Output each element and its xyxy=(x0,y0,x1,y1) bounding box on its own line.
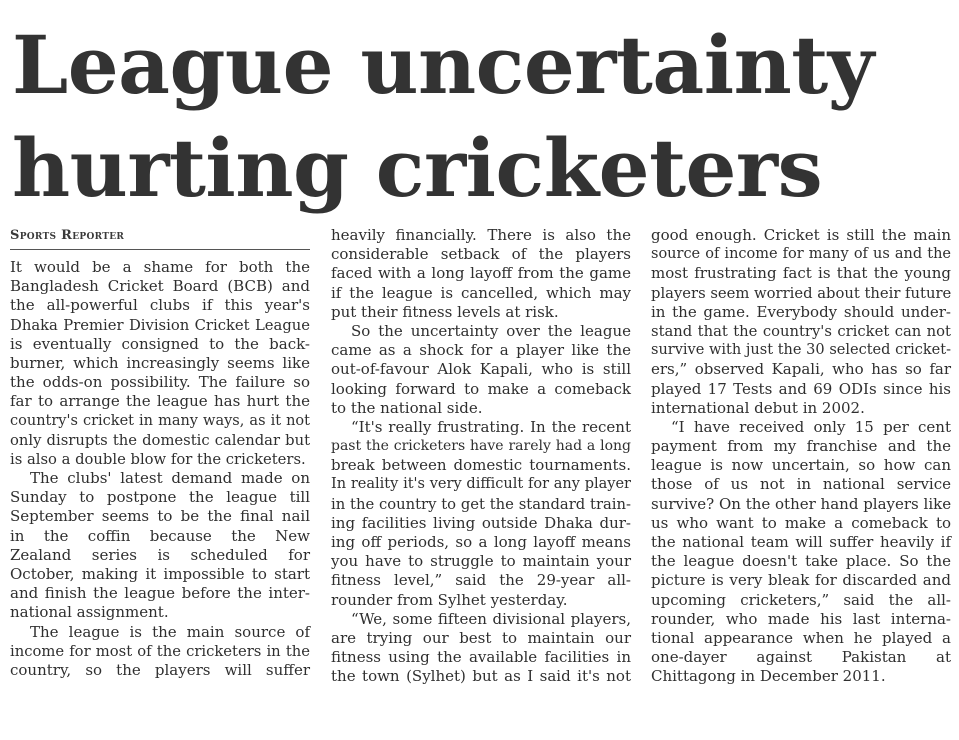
text-line: break between domestic tournaments. xyxy=(331,456,631,475)
text-line: Dhaka Premier Division Cricket League xyxy=(10,316,310,334)
text-line: you have to struggle to maintain your xyxy=(331,552,631,571)
article-column-3 xyxy=(651,226,951,687)
text-line: country's cricket in many ways, as it not xyxy=(10,412,310,429)
text-line: “We, some fifteen divisional players, xyxy=(351,609,631,628)
text-line: considerable setback of the players xyxy=(331,245,631,264)
text-line: played 17 Tests and 69 ODIs since his xyxy=(651,379,951,398)
text-line: Bangladesh Cricket Board (BCB) and xyxy=(10,277,310,296)
text-line: heavily financially. There is also the xyxy=(331,226,631,244)
text-line: “I have received only 15 per cent xyxy=(671,417,951,436)
headline-line-1: League uncertainty xyxy=(12,18,874,112)
text-line: ers,” observed Kapali, who has so far xyxy=(651,360,951,379)
text-line: September seems to be the final nail xyxy=(10,507,310,526)
text-line: far to arrange the league has hurt the xyxy=(10,392,310,411)
text-line: and finish the league before the inter- xyxy=(10,584,310,603)
text-line: picture is very bleak for discarded and xyxy=(651,571,951,590)
article-column-2 xyxy=(331,226,631,687)
text-line: Zealand series is scheduled for xyxy=(10,545,310,564)
text-line: looking forward to make a comeback xyxy=(331,379,631,398)
text-line: league is now uncertain, so how can xyxy=(651,456,951,475)
text-line: us who want to make a comeback to xyxy=(651,513,951,532)
text-line: players seem worried about their future xyxy=(651,284,952,302)
text-line: burner, which increasingly seems like xyxy=(10,353,310,372)
text-line: only disrupts the domestic calendar but xyxy=(10,431,310,449)
text-line: is eventually consigned to the back- xyxy=(10,334,310,353)
text-line: the odds-on possibility. The failure so xyxy=(10,373,310,392)
text-line: country, so the players will suffer xyxy=(10,660,310,679)
text-line: survive with just the 30 selected cricket- xyxy=(651,342,951,359)
text-line: one-dayer against Pakistan at xyxy=(651,648,951,667)
text-line: if the league is cancelled, which may xyxy=(331,283,631,302)
text-line: survive? On the other hand players like xyxy=(651,494,952,513)
text-line: ing facilities living outside Dhaka dur- xyxy=(331,513,631,532)
text-line: stand that the country's cricket can not xyxy=(651,322,951,340)
text-line: In reality it's very difficult for any player xyxy=(331,476,631,493)
headline xyxy=(12,14,947,220)
text-line: income for most of the cricketers in the xyxy=(10,642,310,660)
byline: Sports Reporter xyxy=(10,226,310,250)
text-line: tional appearance when he played a xyxy=(651,628,951,647)
text-line: faced with a long layoff from the game xyxy=(331,264,631,283)
article-column-1 xyxy=(10,226,310,680)
text-line: put their fitness levels at risk. xyxy=(331,302,559,321)
text-line: are trying our best to maintain our xyxy=(331,628,631,647)
text-line: It would be a shame for both the xyxy=(10,258,310,276)
text-line: the league doesn't take place. So the xyxy=(651,552,951,571)
text-line: rounder, who made his last interna- xyxy=(651,609,951,628)
text-line: those of us not in national service xyxy=(651,475,951,494)
text-line: So the uncertainty over the league xyxy=(351,321,631,340)
text-line: out-of-favour Alok Kapali, who is still xyxy=(331,360,631,379)
text-line: fitness using the available facilities in xyxy=(331,648,631,667)
text-line: “It's really frustrating. In the recent xyxy=(351,417,631,436)
text-line: most frustrating fact is that the young xyxy=(651,264,951,283)
text-line: in the country to get the standard train- xyxy=(331,495,631,513)
text-line: ing off periods, so a long layoff means xyxy=(331,533,631,551)
text-line: is also a double blow for the cricketers. xyxy=(10,450,306,468)
text-line: fitness level,” said the 29-year all- xyxy=(331,571,631,590)
text-line: October, making it impossible to start xyxy=(10,565,310,583)
text-line: rounder from Sylhet yesterday. xyxy=(331,590,568,609)
text-line: The clubs' latest demand made on xyxy=(30,469,310,488)
headline-line-2: hurting cricketers xyxy=(12,121,823,215)
text-line: the all-powerful clubs if this year's xyxy=(10,296,310,315)
text-line: source of income for many of us and the xyxy=(651,246,951,263)
text-line: the town (Sylhet) but as I said it's not xyxy=(331,667,631,686)
text-line: good enough. Cricket is still the main xyxy=(651,226,951,244)
text-line: payment from my franchise and the xyxy=(651,437,951,456)
text-line: national assignment. xyxy=(10,603,169,622)
text-line: in the coffin because the New xyxy=(10,526,310,545)
text-line: The league is the main source of xyxy=(30,622,310,641)
text-line: upcoming cricketers,” said the all- xyxy=(651,590,951,609)
text-line: Sunday to postpone the league till xyxy=(10,488,310,507)
text-line: in the game. Everybody should under- xyxy=(651,302,951,321)
text-line: the national team will suffer heavily if xyxy=(651,533,951,551)
text-line: Chittagong in December 2011. xyxy=(651,667,886,686)
text-line: international debut in 2002. xyxy=(651,398,865,417)
text-line: to the national side. xyxy=(331,398,483,417)
text-line: past the cricketers have rarely had a long xyxy=(331,438,631,455)
text-line: came as a shock for a player like the xyxy=(331,341,631,360)
